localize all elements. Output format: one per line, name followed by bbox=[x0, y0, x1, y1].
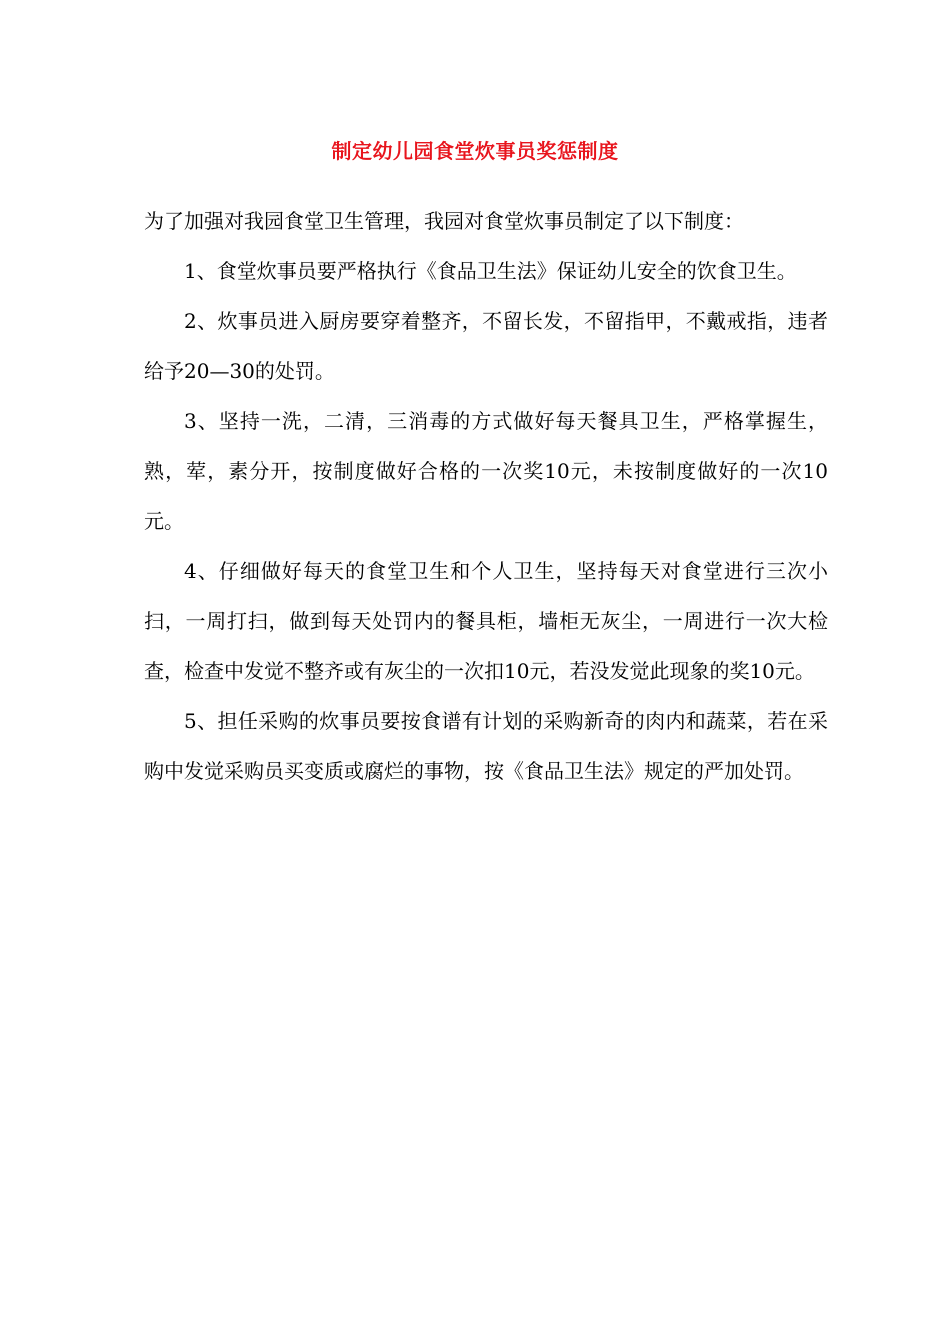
document-body bbox=[144, 196, 828, 796]
rule-item-5: 5、担任采购的炊事员要按食谱有计划的采购新奇的肉内和蔬菜，若在采购中发觉采购员买变质或腐烂的事物，按《食品卫生法》规定的严加处罚。 bbox=[144, 709, 828, 783]
rule-item-3: 3、坚持一洗，二清，三消毒的方式做好每天餐具卫生，严格掌握生，熟，荤，素分开，按制度做好合格的一次奖10元，未按制度做好的一次10元。 bbox=[144, 409, 828, 533]
intro-paragraph: 为了加强对我园食堂卫生管理，我园对食堂炊事员制定了以下制度： bbox=[144, 209, 744, 233]
document-title: 制定幼儿园食堂炊事员奖惩制度 bbox=[331, 139, 619, 163]
rule-item-2: 2、炊事员进入厨房要穿着整齐，不留长发，不留指甲，不戴戒指，违者给予20—30的处罚。 bbox=[144, 309, 828, 383]
rule-item-4: 4、仔细做好每天的食堂卫生和个人卫生，坚持每天对食堂进行三次小扫，一周打扫，做到每天处罚内的餐具柜，墙柜无灰尘，一周进行一次大检查，检查中发觉不整齐或有灰尘的一次扣10元，若没发觉此现象的奖10元。 bbox=[144, 559, 828, 683]
rule-item-1: 1、食堂炊事员要严格执行《食品卫生法》保证幼儿安全的饮食卫生。 bbox=[184, 259, 797, 283]
